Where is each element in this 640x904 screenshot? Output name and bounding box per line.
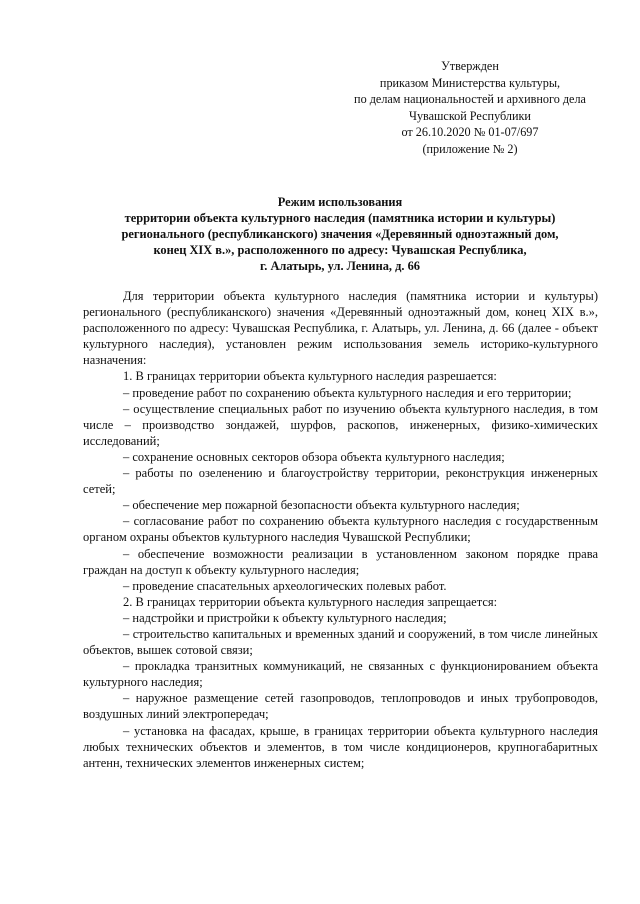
title-line: конец XIX в.», расположенного по адресу: Чувашская Республика, — [153, 243, 527, 257]
title-line: территории объекта культурного наследия (памятника истории и культуры) — [124, 211, 556, 225]
approval-line: (приложение № 2) — [422, 141, 518, 156]
list-item: – прокладка транзитных коммуникаций, не связанных с функционированием объекта культурного наследия; — [83, 659, 598, 690]
list-item: – согласование работ по сохранению объекта культурного наследия с государственным органом охраны объектов культурного наследия Чувашской Республики; — [83, 514, 598, 545]
list-item: – сохранение основных секторов обзора объекта культурного наследия; — [123, 449, 505, 464]
approval-block — [320, 58, 620, 157]
list-item: – осуществление специальных работ по изучению объекта культурного наследия, в том числе – производство зондажей, шурфов, раскопов, инженерных, физико-химических исследований; — [83, 401, 598, 448]
approval-line: приказом Министерства культуры, — [379, 75, 561, 90]
list-item: – обеспечение мер пожарной безопасности объекта культурного наследия; — [123, 498, 520, 513]
list-item: – проведение работ по сохранению объекта культурного наследия и его территории; — [123, 385, 572, 400]
list-item: – наружное размещение сетей газопроводов, теплопроводов и иных трубопроводов, воздушных линий электропередач; — [83, 691, 598, 722]
approval-line: Утвержден — [441, 59, 499, 73]
title-line: г. Алатырь, ул. Ленина, д. 66 — [260, 259, 420, 273]
title-line: регионального (республиканского) значения «Деревянный одноэтажный дом, — [121, 227, 559, 241]
section-heading-permitted: 1. В границах территории объекта культурного наследия разрешается: — [123, 369, 497, 384]
list-item: – проведение спасательных археологических полевых работ. — [123, 578, 447, 593]
intro-paragraph: Для территории объекта культурного наследия (памятника истории и культуры) регионального (республиканского) значения «Деревянный одноэтажный дом, конец XIX в.», расположенного по адресу: Чувашская Республика, г. Алатырь, ул. Ленина, д. 66 (далее - объект культурного наследия), установлен режим использования земель историко-культурного назначения: — [83, 289, 598, 368]
list-item: – обеспечение возможности реализации в установленном законом порядке права граждан на доступ к объекту культурного наследия; — [83, 546, 598, 577]
document-title — [70, 194, 610, 274]
approval-line: по делам национальностей и архивного дела — [354, 92, 586, 106]
list-item: – установка на фасадах, крыше, в границах территории объекта культурного наследия любых технических объектов и элементов, в том числе кондиционеров, крупногабаритных антенн, технических элементов инженерных систем; — [83, 723, 598, 770]
approval-line: Чувашской Республики — [409, 108, 531, 123]
list-item: – работы по озеленению и благоустройству территории, реконструкция инженерных сетей; — [83, 466, 598, 497]
document-body — [83, 288, 598, 771]
list-item: – надстройки и пристройки к объекту культурного наследия; — [123, 610, 447, 625]
section-heading-prohibited: 2. В границах территории объекта культурного наследия запрещается: — [123, 594, 498, 609]
approval-line: от 26.10.2020 № 01-07/697 — [401, 125, 539, 139]
title-line: Режим использования — [277, 195, 403, 209]
list-item: – строительство капитальных и временных зданий и сооружений, в том числе линейных объектов, вышек сотовой связи; — [83, 626, 598, 658]
